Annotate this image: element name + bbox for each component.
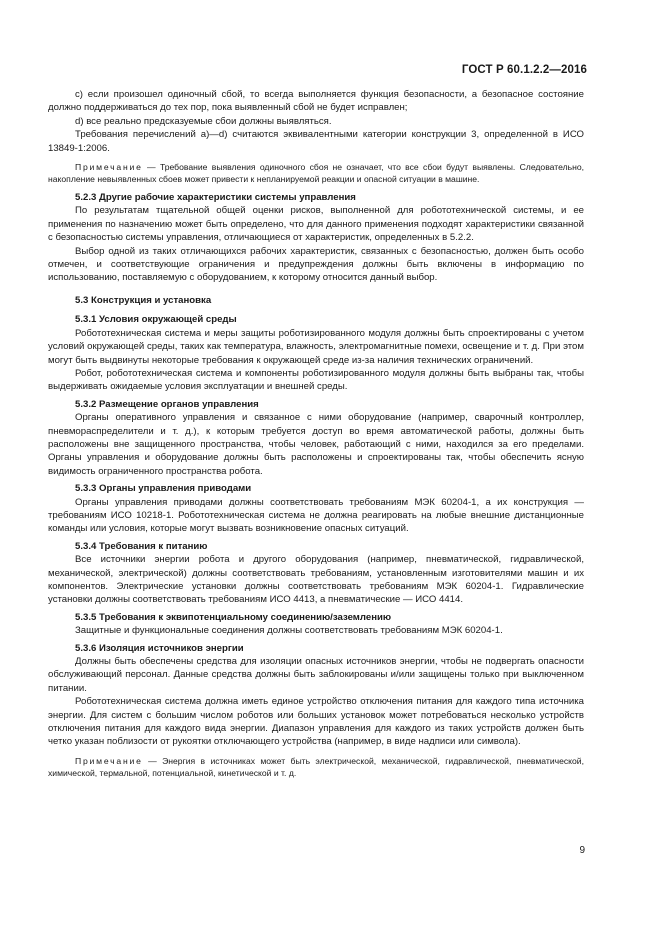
subsection-heading: 5.3.6 Изоляция источников энергии bbox=[75, 642, 244, 654]
note-text: — Требование выявления одиночного сбоя не означает, что все сбои будут выявлены. Следовательно, накопление невыявленных сбоев может привести к непланируемой реакции и опасной ситуации в машине. bbox=[48, 162, 584, 185]
paragraph: Все источники энергии робота и другого оборудования (например, пневматической, гидравлической, механической, электрической) должны соответствовать требованиям, установленным изготовителями машин и их компонентов. Электрические установки должны соответствовать требованиям МЭК 60204-1. Гидравлические установки должны соответствовать требованиям ИСО 4413, а пневматические — ИСО 4414. bbox=[48, 554, 584, 606]
section-heading: 5.3 Конструкция и установка bbox=[75, 294, 212, 306]
paragraph: Защитные и функциональные соединения должны соответствовать требованиям МЭК 60204-1. bbox=[75, 625, 503, 637]
note bbox=[48, 755, 584, 779]
standard-header: ГОСТ Р 60.1.2.2—2016 bbox=[461, 64, 587, 76]
paragraph: Требования перечислений а)—d) считаются эквивалентными категории конструкции 3, определенной в ИСО 13849-1:2006. bbox=[48, 129, 584, 154]
paragraph: с) если произошел одиночный сбой, то всегда выполняется функция безопасности, а безопасное состояние должно поддерживаться до тех пор, пока выявленный сбой не будет исправлен; bbox=[48, 89, 584, 114]
paragraph: Робототехническая система и меры защиты роботизированного модуля должны быть спроектированы с учетом условий окружающей среды, таких как температура, влажность, электромагнитные помехи, освещение и т. д. При этом могут быть выдвинуты некоторые требования к окружающей среде из-за наличия технических ограничений. bbox=[48, 327, 584, 366]
page-number: 9 bbox=[579, 845, 585, 856]
paragraph: Органы управления приводами должны соответствовать требованиям МЭК 60204-1, а их конструкция — требованиям ИСО 10218-1. Робототехническая система не должна реагировать на любые внешние дистанционные команды или условия, которые могут вызвать возникновение опасных ситуаций. bbox=[48, 496, 584, 535]
subsection-heading: 5.3.1 Условия окружающей среды bbox=[75, 314, 237, 326]
document-body bbox=[48, 88, 584, 785]
paragraph: Выбор одной из таких отличающихся рабочих характеристик, связанных с безопасностью, должен быть особо отмечен, и соответствующие ограничения и предупреждения должны быть включены в информацию по использованию, поставляемую с оборудованием, к которому относится данный выбор. bbox=[48, 245, 584, 284]
note-text: — Энергия в источниках может быть электрической, механической, гидравлической, пневматической, химической, термальной, потенциальной, кинетической и т. д. bbox=[48, 755, 584, 778]
subsection-heading: 5.3.4 Требования к питанию bbox=[75, 540, 208, 552]
paragraph: Должны быть обеспечены средства для изоляции опасных источников энергии, чтобы не подвергать опасности обслуживающий персонал. Данные средства должны быть заблокированы и/или защищены только при выключенном питании. bbox=[48, 656, 584, 694]
paragraph: Робот, робототехническая система и компоненты роботизированного модуля должны быть выбраны так, чтобы выдерживать ожидаемые условия эксплуатации и внешней среды. bbox=[48, 367, 584, 393]
paragraph: Робототехническая система должна иметь единое устройство отключения питания для каждого типа источника энергии. Для систем с большим числом роботов или больших установок может потребоваться несколько устройств отключения питания для каждого вида энергии. Диапазон управления для каждого из таких устройств должен быть четко указан поблизости от рукоятки отключающего устройства (например, в виде надписи или символа). bbox=[48, 696, 584, 748]
paragraph: По результатам тщательной общей оценки рисков, выполненной для робототехнической системы, и ее применения по назначению может быть определено, что для данного применения подходят характеристики связанной с безопасностью системы управления, отличающиеся от характеристик, определенных в 5.2.2. bbox=[48, 205, 584, 244]
note-label: Примечание bbox=[75, 162, 143, 173]
subsection-heading: 5.3.3 Органы управления приводами bbox=[75, 483, 252, 495]
note bbox=[48, 161, 584, 185]
paragraph: d) все реально предсказуемые сбои должны выявляться. bbox=[75, 115, 332, 127]
subsection-heading: 5.3.5 Требования к эквипотенциальному соединению/заземлению bbox=[75, 611, 392, 623]
subsection-heading: 5.3.2 Размещение органов управления bbox=[75, 398, 259, 410]
subsection-heading: 5.2.3 Другие рабочие характеристики системы управления bbox=[75, 192, 356, 204]
paragraph: Органы оперативного управления и связанное с ними оборудование (например, сварочный контроллер, пневмораспределители и т. д.), к которым требуется доступ во время автоматической работы, должны быть расположены вне защищенного пространства, чтобы человек, работающий с ними, находился за его пределами. Органы управления и оборудование должны быть расположены и спроектированы так, чтобы обеспечить ясную видимость ограниченного пространства робота. bbox=[48, 412, 584, 477]
note-label: Примечание bbox=[75, 755, 143, 766]
